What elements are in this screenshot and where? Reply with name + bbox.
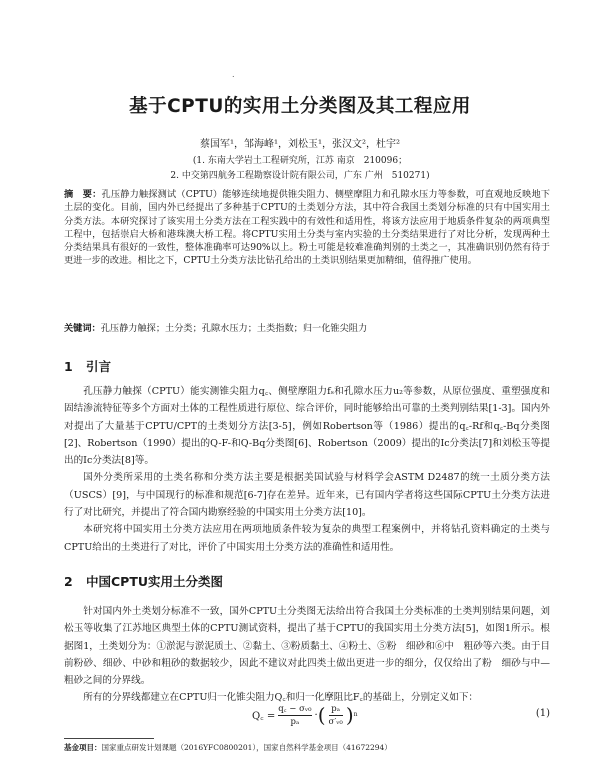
abstract-label: 摘 要： [64,189,102,200]
section-heading-cptu-chart [64,572,223,590]
paragraph: 本研究将中国实用土分类方法应用在两项地质条件较为复杂的典型工程案例中，并将钻孔资料确定的土类与CPTU给出的土类进行了对比，评价了中国实用土分类方法的准确性和适用性。 [64,524,550,553]
paragraph: 针对国内外土类划分标准不一致，国外CPTU土分类图无法给出符合我国土分类标准的土类判别结果问题，刘松玉等收集了江苏地区典型土体的CPTU测试资料，提出了基于CPTU的我国实用土分类方法[5]，如图1所示。根据图1，土类划分为：①淤泥与淤泥质土、②黏土、③粉质黏土、④粉土、⑤粉 细砂和⑥中 粗砂等六类。由于目前粉砂、细砂、中砂和粗砂的数据较少，因此不建议对此四类土做出更进一步的细分，仅仅给出了粉 细砂与中—粗砂之间的分界线。 [64,606,550,687]
section2-body [64,603,550,707]
fraction-numerator: pₐ [331,703,341,714]
equation-expression: Q꜀ = $\frac{\text{q꜀ − σᵥ₀}}{\text{pₐ}}$ · ( $\frac{\text{pₐ}}{\text{σ′ᵥ₀}}$ ) n [252,703,358,727]
multiply-dot: · [314,709,318,721]
footnote [64,742,392,753]
equation-lhs: Q꜀ = [252,711,276,722]
affiliation-2: 2. 中交第四航务工程勘察设计院有限公司，广东 广州 510271) [170,171,430,181]
page-mark: . [232,70,235,79]
author-list: 蔡国军¹，邹海峰¹，刘松玉¹，张汉文²，杜宇² [199,139,401,150]
paragraph: 所有的分界线都建立在CPTU归一化锥尖阻力Q꜀和归一化摩阻比F꜀的基础上，分别定义如下： [83,692,479,704]
equation-1 [64,700,550,730]
section-number: 1 [64,359,73,374]
intro-body [64,383,550,556]
footnote-text: 国家重点研发计划课题（2016YFC0800201），国家自然科学基金项目（41672294） [101,743,392,752]
paragraph: 国外分类所采用的土类名称和分类方法主要是根据美国试验与材料学会ASTM D2487的统一土质分类方法（USCS）[9]，与中国现行的标准和规范[6-7]存在差异。近年来，已有国内学者将这些国际CPTU土分类方法进行了对比研究，并提出了符合国内勘察经验的中国实用土分类方法[10]。 [64,472,550,519]
footnote-label: 基金项目： [64,743,102,752]
keywords [64,322,550,335]
fraction-bar [278,715,311,716]
abstract [64,188,550,268]
fraction-2 [329,704,343,727]
paragraph: 孔压静力触探（CPTU）能实测锥尖阻力q꜀、侧壁摩阻力fₛ和孔隙水压力u₂等参数，从原位强度、重塑强度和固结渗流特征等多个方面对土体的工程性质进行原位、综合评价，同时能够给出可靠的土类判别结果[1-3]。国内外对提出了大量基于CPTU/CPT的土类划分方法[3-5]，例如Robertson等（1986）提出的q꜀-Rf和q꜀-Bq分类图[2]、Robertson（1990）提出的Q-F-和Q-Bq分类图[6]、Robertson（2009）提出的Ic分类法[7]和刘松玉等提出的Ic分类法[8]等。 [64,386,550,467]
fraction-1 [278,703,311,727]
footnote-divider [64,738,154,739]
right-paren: ) [345,703,354,727]
affiliation-1: (1. 东南大学岩土工程研究所，江苏 南京 210096； [192,156,408,166]
fraction-numerator: q꜀ − σᵥ₀ [278,704,312,714]
left-paren: ( [317,703,326,727]
fraction-bar [329,715,343,716]
section-heading-intro [64,357,111,375]
keywords-text: 孔压静力触探；土分类；孔隙水压力；土类指数；归一化锥尖阻力 [100,323,368,334]
abstract-text: 孔压静力触探测试（CPTU）能够连续地提供锥尖阻力、侧壁摩阻力和孔隙水压力等参数，可直观地反映地下土层的变化。目前，国内外已经提出了多种基于CPTU的土类划分方法，其中符合我国土类划分标准的只有中国实用土分类方法。本研究探讨了该实用土分类方法在工程实践中的有效性和适用性，将该方法应用于地质条件复杂的两项典型工程中，包括崇启大桥和港珠澳大桥工程。将CPTU实用土分类与室内实验的土分类结果进行了对比分析，发现两种土分类结果具有很好的一致性，整体准确率可达90%以上。粉土可能是较难准确判别的土类之一，其准确识别仍然有待于更进一步的改进。相比之下，CPTU土分类方法比钻孔给出的土类识别结果更加精细，值得推广使用。 [64,189,550,267]
section-title: 中国CPTU实用土分类图 [86,574,224,589]
fraction-denominator: σ′ᵥ₀ [328,716,343,727]
keywords-label: 关键词： [64,323,101,334]
section-title: 引言 [86,359,112,374]
paper-title: 基于CPTU的实用土分类图及其工程应用 [129,96,471,117]
equation-number: (1) [535,708,550,719]
section-number: 2 [64,574,73,589]
fraction-denominator: pₐ [290,717,300,727]
